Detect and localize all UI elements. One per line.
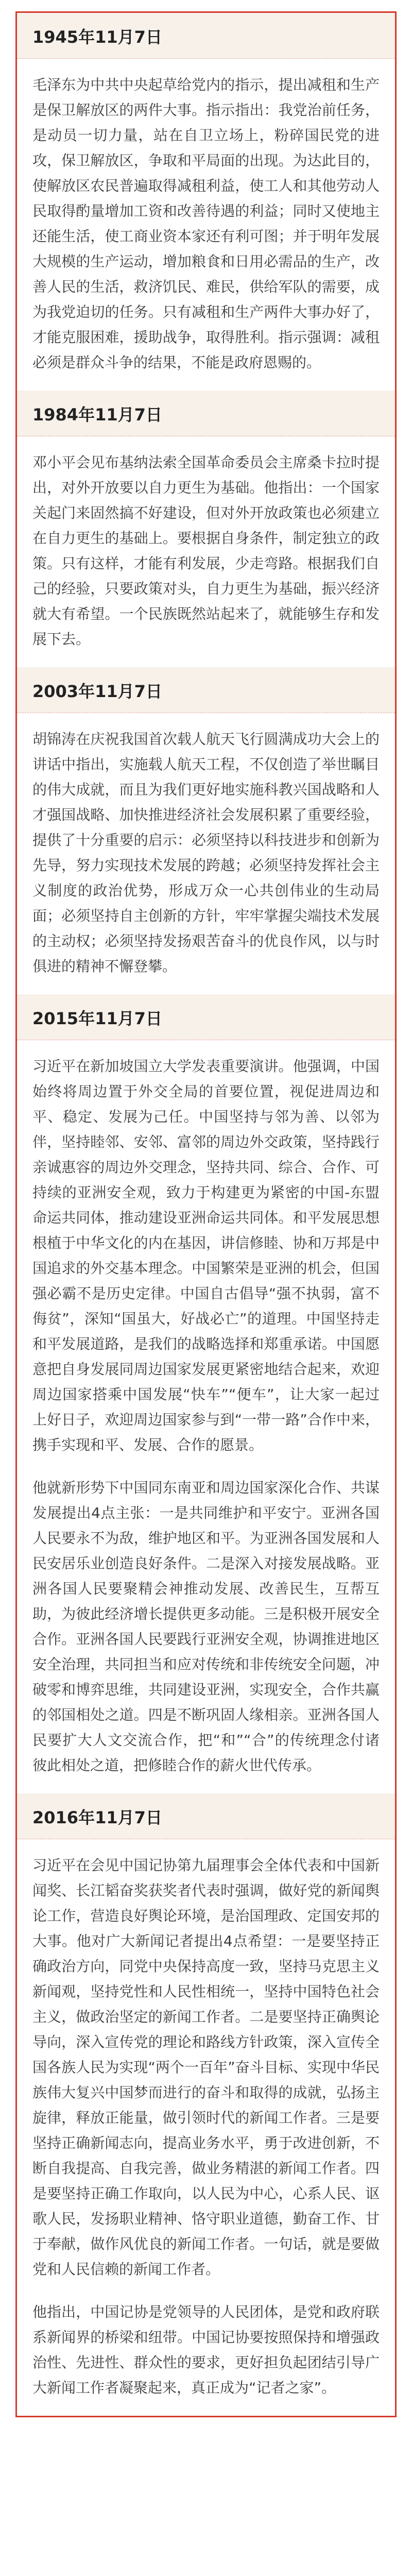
entry-paragraph: 毛泽东为中共中央起草给党内的指示，提出减租和生产是保卫解放区的两件大事。指示指出：我党治前任务，是动员一切力量，站在自卫立场上，粉碎国民党的进攻，保卫解放区，争取和平局面的出现。为达此目的，使解放区农民普遍取得减租利益，使工人和其他劳动人民取得酌量增加工资和改善待遇的利益；同时又使地主还能生活，使工商业资本家还有利可图；并于明年发展大规模的生产运动，增加粮食和日用必需品的生产，改善人民的生活，救济饥民、难民，供给军队的需要，成为我党迫切的任务。只有减租和生产两件大事办好了，才能克服困难，援助战争，取得胜利。指示强调：减租必须是群众斗争的结果，不能是政府恩赐的。 (32, 76, 380, 371)
history-entry (17, 1793, 395, 2416)
history-timeline (15, 11, 397, 2417)
history-entry (17, 667, 395, 994)
entry-paragraph: 胡锦涛在庆祝我国首次载人航天飞行圆满成功大会上的讲话中指出，实施载人航天工程，不仅创造了举世瞩目的伟大成就，而且为我们更好地实施科教兴国战略和人才强国战略、加快推进经济社会发展积累了重要经验，提供了十分重要的启示：必须坚持以科技进步和创新为先导，努力实现技术发展的跨越；必须坚持发挥社会主义制度的政治优势，形成万众一心共创伟业的生动局面；必须坚持自主创新的方针，牢牢掌握尖端技术发展的主动权；必须坚持发扬艰苦奋斗的优良作风，以与时俱进的精神不懈登攀。 (32, 731, 380, 975)
entry-body (17, 1839, 395, 2416)
entry-paragraph: 他指出，中国记协是党领导的人民团体，是党和政府联系新闻界的桥梁和纽带。中国记协要按照保持和增强政治性、先进性、群众性的要求，更好担负起团结引导广大新闻工作者凝聚起来，真正成为“记者之家”。 (32, 2303, 380, 2396)
entry-paragraph: 习近平在新加坡国立大学发表重要演讲。他强调，中国始终将周边置于外交全局的首要位置，视促进周边和平、稳定、发展为己任。中国坚持与邻为善、以邻为伴，坚持睦邻、安邻、富邻的周边外交政策，坚持践行亲诚惠容的周边外交理念，坚持共同、综合、合作、可持续的亚洲安全观，致力于构建更为紧密的中国-东盟命运共同体，推动建设亚洲命运共同体。和平发展思想根植于中华文化的内在基因，讲信修睦、协和万邦是中国追求的外交基本理念。中国繁荣是亚洲的机会，但国强必霸不是历史定律。中国自古倡导“强不执弱，富不侮贫”，深知“国虽大，好战必亡”的道理。中国坚持走和平发展道路，是我们的战略选择和郑重承诺。中国愿意把自身发展同周边国家发展更紧密地结合起来，欢迎周边国家搭乘中国发展“快车”“便车”，让大家一起过上好日子，欢迎周边国家参与到“一带一路”合作中来，携手实现和平、发展、合作的愿景。 (32, 1058, 380, 1453)
entry-date: 1984年11月7日 (17, 391, 395, 436)
history-entry (17, 994, 395, 1793)
entry-body (17, 59, 395, 391)
entry-date: 1945年11月7日 (17, 13, 395, 59)
entry-date: 2016年11月7日 (17, 1793, 395, 1839)
entry-body (17, 713, 395, 994)
entry-date: 2003年11月7日 (17, 667, 395, 713)
history-entry (17, 391, 395, 667)
history-entry (17, 13, 395, 391)
entry-paragraph: 他就新形势下中国同东南亚和周边国家深化合作、共谋发展提出4点主张：一是共同维护和平安宁。亚洲各国人民要永不为敌，维护地区和平。为亚洲各国发展和人民安居乐业创造良好条件。二是深入对接发展战略。亚洲各国人民要聚精会神推动发展、改善民生，互帮互助，为彼此经济增长提供更多动能。三是积极开展安全合作。亚洲各国人民要践行亚洲安全观，协调推进地区安全治理，共同担当和应对传统和非传统安全问题，冲破零和博弈思维，共同建设亚洲，实现安全，合作共赢的邻国相处之道。四是不断巩固人缘相亲。亚洲各国人民要扩大人文交流合作，把“和”“合”的传统理念付诸彼此相处之道，把修睦合作的薪火世代传承。 (32, 1479, 380, 1774)
entry-body (17, 1040, 395, 1793)
entry-paragraph: 邓小平会见布基纳法索全国革命委员会主席桑卡拉时提出，对外开放要以自力更生为基础。他指出：一个国家关起门来固然搞不好建设，但对外开放政策也必须建立在自力更生的基础上。要根据自身条件，制定独立的政策。只有这样，才能有利发展，少走弯路。根据我们自己的经验，只要政策对头，自力更生为基础，振兴经济就大有希望。一个民族既然站起来了，就能够生存和发展下去。 (32, 454, 380, 648)
entry-body (17, 436, 395, 667)
entry-paragraph: 习近平在会见中国记协第九届理事会全体代表和中国新闻奖、长江韬奋奖获奖者代表时强调，做好党的新闻舆论工作，营造良好舆论环境，是治国理政、定国安邦的大事。他对广大新闻记者提出4点希望：一是要坚持正确政治方向，同党中央保持高度一致，坚持马克思主义新闻观，坚持党性和人民性相统一，坚持中国特色社会主义，做政治坚定的新闻工作者。二是要坚持正确舆论导向，深入宣传党的理论和路线方针政策，深入宣传全国各族人民为实现“两个一百年”奋斗目标、实现中华民族伟大复兴中国梦而进行的奋斗和取得的成就，弘扬主旋律，释放正能量，做引领时代的新闻工作者。三是要坚持正确新闻志向，提高业务水平，勇于改进创新，不断自我提高、自我完善，做业务精湛的新闻工作者。四是要坚持正确工作取向，以人民为中心，心系人民、讴歌人民，发扬职业精神、恪守职业道德，勤奋工作、甘于奉献，做作风优良的新闻工作者。一句话，就是要做党和人民信赖的新闻工作者。 (32, 1857, 380, 2278)
entry-date: 2015年11月7日 (17, 994, 395, 1040)
